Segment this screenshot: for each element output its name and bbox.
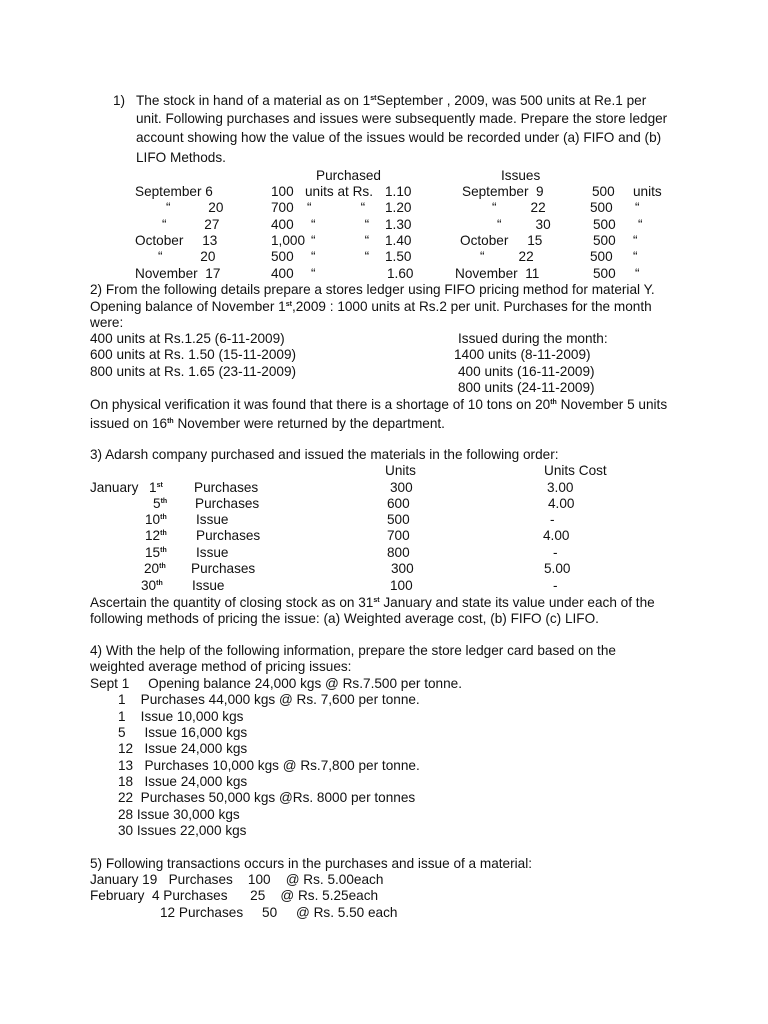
q3-type: Purchases: [191, 561, 256, 576]
issue-date: September 9: [462, 184, 544, 199]
q3-question-1: Ascertain the quantity of closing stock as on 31st January and state its value under each of the: [90, 595, 655, 610]
q3-units: 500: [387, 512, 410, 527]
q3-cost: 5.00: [544, 561, 571, 576]
q4-entry: Sept 1 Opening balance 24,000 kgs @ Rs.7.500 per tonne.: [90, 676, 463, 691]
q3-cost: 4.00: [548, 496, 575, 511]
q3-units: 600: [387, 496, 410, 511]
issue-qty: 500: [592, 184, 615, 199]
q3-units: 300: [391, 561, 414, 576]
q2-issued-3: 800 units (24-11-2009): [458, 380, 595, 395]
q3-intro: 3) Adarsh company purchased and issued the materials in the following order:: [90, 447, 559, 462]
issue-qty: 500: [590, 200, 613, 215]
issue-unit: “: [635, 266, 640, 281]
q1-number: 1): [113, 93, 126, 108]
q2-purchase-3: 800 units at Rs. 1.65 (23-11-2009): [90, 364, 297, 379]
purchase-unit: “: [311, 266, 316, 281]
issue-qty: 500: [590, 249, 613, 264]
purchase-unit: “ “: [311, 233, 370, 248]
q3-units: 300: [390, 480, 413, 495]
q4-line-2: weighted average method of pricing issues:: [90, 659, 352, 674]
purchase-date: October 13: [135, 233, 218, 248]
issue-unit: “: [633, 233, 638, 248]
q3-type: Purchases: [196, 528, 261, 543]
issue-date: October 15: [460, 233, 543, 248]
issue-date: November 11: [455, 266, 540, 281]
q3-units: 100: [390, 578, 413, 593]
purchase-rate: 1.10: [385, 184, 412, 199]
q3-cost: -: [553, 545, 558, 560]
purchase-unit: “ “: [311, 217, 370, 232]
q2-issued-title: Issued during the month:: [458, 331, 608, 346]
q2-line-3: were:: [90, 315, 124, 330]
q4-entry: 1 Purchases 44,000 kgs @ Rs. 7,600 per tonne.: [118, 692, 420, 707]
q2-line-1: 2) From the following details prepare a stores ledger using FIFO pricing method for material Y.: [90, 282, 655, 297]
q5-entry: February 4 Purchases 25 @ Rs. 5.25each: [90, 888, 379, 903]
q3-type: Purchases: [195, 496, 260, 511]
purchase-qty: 100: [271, 184, 294, 199]
q3-day: 10th: [145, 512, 167, 527]
q3-header-units: Units: [385, 463, 416, 478]
issue-date: “ 30: [497, 217, 551, 232]
issue-qty: 500: [593, 266, 616, 281]
q2-line-2: Opening balance of November 1st,2009 : 1000 units at Rs.2 per unit. Purchases for the month: [90, 299, 652, 314]
q4-entry: 28 Issue 30,000 kgs: [118, 807, 240, 822]
q3-question-2: following methods of pricing the issue: (a) Weighted average cost, (b) FIFO (c) LIFO.: [90, 611, 599, 626]
purchase-date: “ 20: [166, 200, 224, 215]
q4-entry: 13 Purchases 10,000 kgs @ Rs.7,800 per tonne.: [118, 758, 420, 773]
q3-month: January: [90, 480, 139, 495]
purchase-rate: 1.20: [385, 200, 412, 215]
purchase-date: “ 20: [158, 249, 216, 264]
issue-date: “ 22: [492, 200, 546, 215]
purchase-unit: units at Rs.: [305, 184, 373, 199]
q4-entry: 18 Issue 24,000 kgs: [118, 774, 248, 789]
q3-day: 1st: [149, 480, 163, 495]
q1-line-4: LIFO Methods.: [136, 150, 226, 165]
q3-type: Purchases: [194, 480, 259, 495]
q4-entry: 12 Issue 24,000 kgs: [118, 741, 248, 756]
purchase-unit: “ “: [311, 249, 370, 264]
purchase-rate: 1.30: [385, 217, 412, 232]
q5-entry: 12 Purchases 50 @ Rs. 5.50 each: [160, 905, 398, 920]
q3-day: 12th: [145, 528, 167, 543]
q3-cost: 4.00: [543, 528, 570, 543]
issue-unit: units: [633, 184, 662, 199]
purchase-date: November 17: [135, 266, 221, 281]
q4-entry: 1 Issue 10,000 kgs: [118, 709, 244, 724]
q1-line-2: unit. Following purchases and issues were subsequently made. Prepare the store ledger: [136, 111, 668, 126]
purchase-qty: 400: [271, 217, 294, 232]
q5-entry: January 19 Purchases 100 @ Rs. 5.00each: [90, 872, 384, 887]
q2-issued-2: 400 units (16-11-2009): [458, 364, 595, 379]
q2-note-1: On physical verification it was found that there is a shortage of 10 tons on 20th November 5 units: [90, 397, 668, 412]
q1-line-3: account showing how the value of the issues would be recorded under (a) FIFO and (b): [136, 130, 662, 145]
q1-header-issues: Issues: [501, 168, 541, 183]
issue-unit: “: [635, 200, 640, 215]
q1-header-purchased: Purchased: [316, 168, 381, 183]
issue-date: “ 22: [480, 249, 534, 264]
q3-cost: -: [550, 512, 555, 527]
purchase-qty: 400: [271, 266, 294, 281]
q1-line-1: The stock in hand of a material as on 1stSeptember , 2009, was 500 units at Re.1 per: [136, 93, 647, 108]
q2-note-2: issued on 16th November were returned by the department.: [90, 416, 445, 431]
purchase-rate: 1.60: [387, 266, 414, 281]
q3-type: Issue: [192, 578, 225, 593]
q3-type: Issue: [196, 512, 229, 527]
q3-units: 700: [387, 528, 410, 543]
q3-day: 5th: [153, 496, 168, 511]
q3-units: 800: [387, 545, 410, 560]
q4-entry: 30 Issues 22,000 kgs: [118, 823, 247, 838]
q4-entry: 5 Issue 16,000 kgs: [118, 725, 248, 740]
q5-intro: 5) Following transactions occurs in the purchases and issue of a material:: [90, 856, 533, 871]
purchase-rate: 1.50: [385, 249, 412, 264]
purchase-rate: 1.40: [385, 233, 412, 248]
q3-cost: -: [553, 578, 558, 593]
q2-issued-1: 1400 units (8-11-2009): [454, 347, 591, 362]
q2-purchase-2: 600 units at Rs. 1.50 (15-11-2009): [90, 347, 297, 362]
q3-type: Issue: [196, 545, 229, 560]
q3-header-cost: Units Cost: [544, 463, 607, 478]
issue-qty: 500: [593, 217, 616, 232]
q4-entry: 22 Purchases 50,000 kgs @Rs. 8000 per tonnes: [118, 790, 416, 805]
issue-unit: “: [633, 249, 638, 264]
issue-qty: 500: [593, 233, 616, 248]
q2-purchase-1: 400 units at Rs.1.25 (6-11-2009): [90, 331, 285, 346]
purchase-qty: 700: [271, 200, 294, 215]
purchase-unit: “ “: [307, 200, 366, 215]
purchase-date: September 6: [135, 184, 213, 199]
q4-line-1: 4) With the help of the following information, prepare the store ledger card based on the: [90, 643, 616, 658]
purchase-date: “ 27: [162, 217, 220, 232]
q3-day: 15th: [145, 545, 167, 560]
issue-unit: “: [638, 217, 643, 232]
purchase-qty: 500: [271, 249, 294, 264]
q3-day: 20th: [144, 561, 166, 576]
q3-day: 30th: [141, 578, 163, 593]
q3-cost: 3.00: [547, 480, 574, 495]
purchase-qty: 1,000: [271, 233, 306, 248]
